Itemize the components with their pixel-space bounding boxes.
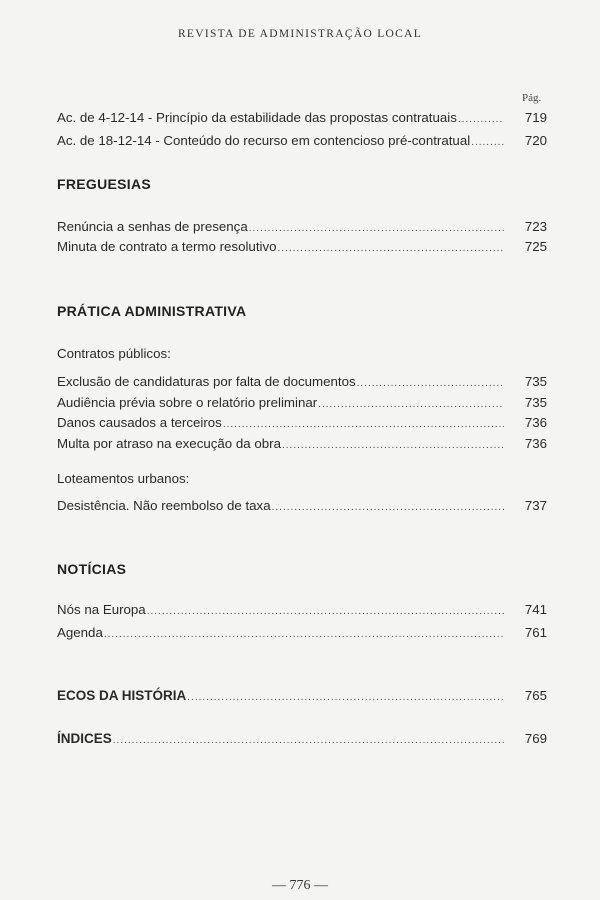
subsection-title-loteamentos: Loteamentos urbanos: xyxy=(57,471,190,486)
section-title-noticias: NOTÍCIAS xyxy=(57,561,127,577)
page-number: — 776 — xyxy=(272,878,328,893)
dot-leader xyxy=(147,602,504,622)
toc-entry-label: Nós na Europa xyxy=(57,602,146,617)
toc-entry-page: 735 xyxy=(524,374,547,389)
dot-leader xyxy=(223,415,504,435)
toc-entry-page: 720 xyxy=(524,133,547,148)
toc-entry[interactable] xyxy=(57,372,547,392)
section-title-freguesias: FREGUESIAS xyxy=(57,176,152,192)
toc-entry-page: 761 xyxy=(524,625,547,640)
toc-entry-label: Renúncia a senhas de presença xyxy=(57,219,248,234)
toc-entry[interactable] xyxy=(57,623,547,643)
toc-entry-page: 736 xyxy=(524,436,547,451)
toc-entry-page: 769 xyxy=(524,731,547,746)
dot-leader xyxy=(113,731,504,751)
toc-entry[interactable] xyxy=(57,496,547,516)
toc-entry-indices[interactable] xyxy=(57,729,547,749)
toc-entry-label: Agenda xyxy=(57,625,103,640)
toc-entry-page: 741 xyxy=(524,602,547,617)
toc-entry-page: 765 xyxy=(524,688,547,703)
toc-entry-label: Danos causados a terceiros xyxy=(57,415,222,430)
dot-leader xyxy=(272,498,504,518)
toc-entry-label: Ac. de 4-12-14 - Princípio da estabilidade das propostas contratuais xyxy=(57,110,457,125)
toc-entry-label: Desistência. Não reembolso de taxa xyxy=(57,498,271,513)
toc-entry-label: ECOS DA HISTÓRIA xyxy=(57,688,187,703)
subsection-title-contratos: Contratos públicos: xyxy=(57,346,171,361)
toc-entry-label: Multa por atraso na execução da obra xyxy=(57,436,281,451)
toc-entry[interactable] xyxy=(57,600,547,620)
toc-entry[interactable] xyxy=(57,393,547,413)
dot-leader xyxy=(278,239,504,259)
toc-entry[interactable] xyxy=(57,237,547,257)
toc-entry-label: Audiência prévia sobre o relatório preliminar xyxy=(57,395,318,410)
journal-title: REVISTA DE ADMINISTRAÇÃO LOCAL xyxy=(177,28,423,40)
toc-entry-page: 736 xyxy=(524,415,547,430)
dot-leader xyxy=(282,436,504,456)
toc-entry-label: Ac. de 18-12-14 - Conteúdo do recurso em contencioso pré-contratual xyxy=(57,133,471,148)
toc-entry[interactable] xyxy=(57,413,547,433)
dot-leader xyxy=(187,688,504,708)
page-column-label: Pág. xyxy=(522,92,542,104)
toc-entry-page: 723 xyxy=(524,219,547,234)
toc-entry-page: 719 xyxy=(524,110,547,125)
dot-leader xyxy=(357,374,504,394)
toc-entry[interactable] xyxy=(57,217,547,237)
toc-entry[interactable] xyxy=(57,131,547,151)
toc-entry[interactable] xyxy=(57,108,547,128)
section-title-pratica-administrativa: PRÁTICA ADMINISTRATIVA xyxy=(57,303,247,319)
toc-entry-page: 737 xyxy=(524,498,547,513)
dot-leader xyxy=(458,110,504,130)
dot-leader xyxy=(249,219,504,239)
toc-entry-page: 725 xyxy=(524,239,547,254)
toc-entry-label: Minuta de contrato a termo resolutivo xyxy=(57,239,277,254)
dot-leader xyxy=(318,395,504,415)
dot-leader xyxy=(471,133,504,153)
toc-entry-page: 735 xyxy=(524,395,547,410)
toc-entry-label: Exclusão de candidaturas por falta de documentos xyxy=(57,374,356,389)
toc-entry[interactable] xyxy=(57,434,547,454)
toc-entry-ecos-da-historia[interactable] xyxy=(57,686,547,706)
dot-leader xyxy=(104,625,504,645)
toc-entry-label: ÍNDICES xyxy=(57,731,112,746)
